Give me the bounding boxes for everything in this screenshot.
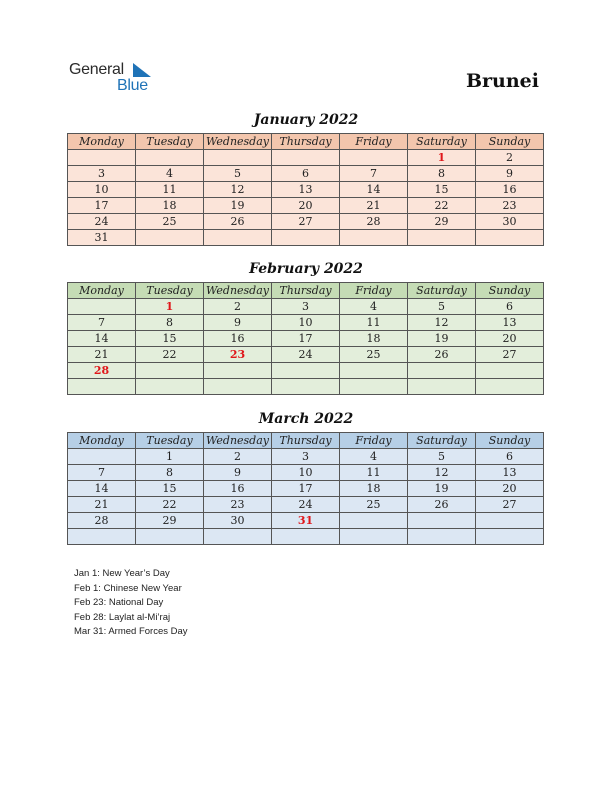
day-cell: 25 xyxy=(340,497,408,513)
day-cell: 27 xyxy=(272,214,340,230)
day-cell: 12 xyxy=(408,315,476,331)
day-cell: 6 xyxy=(272,166,340,182)
day-cell: 8 xyxy=(136,465,204,481)
day-cell: 19 xyxy=(204,198,272,214)
day-cell: 31 xyxy=(272,513,340,529)
day-cell: 21 xyxy=(340,198,408,214)
empty-day-cell xyxy=(136,379,204,395)
day-cell: 28 xyxy=(68,363,136,379)
empty-day-cell xyxy=(476,363,544,379)
week-row xyxy=(68,497,544,513)
weekday-header-sunday: Sunday xyxy=(476,134,544,150)
day-cell: 11 xyxy=(340,315,408,331)
day-cell: 9 xyxy=(476,166,544,182)
empty-day-cell xyxy=(272,150,340,166)
day-cell: 8 xyxy=(136,315,204,331)
day-cell: 21 xyxy=(68,497,136,513)
logo-text-general: General xyxy=(69,61,124,78)
day-cell: 24 xyxy=(272,347,340,363)
week-row xyxy=(68,315,544,331)
day-cell: 9 xyxy=(204,465,272,481)
empty-day-cell xyxy=(408,363,476,379)
day-cell: 17 xyxy=(68,198,136,214)
empty-day-cell xyxy=(272,230,340,246)
empty-day-cell xyxy=(408,379,476,395)
week-row xyxy=(68,379,544,395)
weekday-header-saturday: Saturday xyxy=(408,283,476,299)
weekday-header-thursday: Thursday xyxy=(272,283,340,299)
day-cell: 4 xyxy=(136,166,204,182)
weekday-header-saturday: Saturday xyxy=(408,433,476,449)
week-row xyxy=(68,465,544,481)
week-row xyxy=(68,449,544,465)
week-row xyxy=(68,513,544,529)
week-row xyxy=(68,198,544,214)
month-title-january: January 2022 xyxy=(253,112,359,128)
day-cell: 15 xyxy=(136,331,204,347)
empty-day-cell xyxy=(204,379,272,395)
day-cell: 27 xyxy=(476,497,544,513)
day-cell: 19 xyxy=(408,481,476,497)
day-cell: 7 xyxy=(68,315,136,331)
weekday-header-friday: Friday xyxy=(340,134,408,150)
day-cell: 1 xyxy=(136,449,204,465)
day-cell: 10 xyxy=(272,315,340,331)
day-cell: 14 xyxy=(68,481,136,497)
empty-day-cell xyxy=(68,150,136,166)
day-cell: 6 xyxy=(476,449,544,465)
day-cell: 18 xyxy=(136,198,204,214)
empty-day-cell xyxy=(204,150,272,166)
day-cell: 17 xyxy=(272,481,340,497)
empty-day-cell xyxy=(408,230,476,246)
day-cell: 2 xyxy=(204,299,272,315)
day-cell: 10 xyxy=(68,182,136,198)
empty-day-cell xyxy=(136,529,204,545)
day-cell: 16 xyxy=(476,182,544,198)
empty-day-cell xyxy=(476,230,544,246)
day-cell: 4 xyxy=(340,449,408,465)
weekday-header-tuesday: Tuesday xyxy=(136,283,204,299)
empty-day-cell xyxy=(340,379,408,395)
weekday-header-tuesday: Tuesday xyxy=(136,134,204,150)
week-row xyxy=(68,230,544,246)
empty-day-cell xyxy=(408,513,476,529)
day-cell: 27 xyxy=(476,347,544,363)
day-cell: 5 xyxy=(408,299,476,315)
day-cell: 26 xyxy=(408,497,476,513)
day-cell: 29 xyxy=(136,513,204,529)
day-cell: 8 xyxy=(408,166,476,182)
calendar-february xyxy=(67,282,544,395)
day-cell: 5 xyxy=(204,166,272,182)
week-row xyxy=(68,331,544,347)
day-cell: 20 xyxy=(476,481,544,497)
day-cell: 19 xyxy=(408,331,476,347)
weekday-header-wednesday: Wednesday xyxy=(204,134,272,150)
empty-day-cell xyxy=(68,299,136,315)
day-cell: 16 xyxy=(204,481,272,497)
empty-day-cell xyxy=(68,449,136,465)
day-cell: 31 xyxy=(68,230,136,246)
weekday-header-sunday: Sunday xyxy=(476,283,544,299)
day-cell: 13 xyxy=(476,465,544,481)
week-row xyxy=(68,363,544,379)
day-cell: 14 xyxy=(68,331,136,347)
day-cell: 24 xyxy=(68,214,136,230)
day-cell: 3 xyxy=(68,166,136,182)
day-cell: 5 xyxy=(408,449,476,465)
empty-day-cell xyxy=(476,379,544,395)
day-cell: 14 xyxy=(340,182,408,198)
weekday-header-tuesday: Tuesday xyxy=(136,433,204,449)
day-cell: 25 xyxy=(136,214,204,230)
week-row xyxy=(68,347,544,363)
empty-day-cell xyxy=(476,513,544,529)
day-cell: 4 xyxy=(340,299,408,315)
day-cell: 30 xyxy=(476,214,544,230)
day-cell: 15 xyxy=(408,182,476,198)
holiday-item: Feb 1: Chinese New Year xyxy=(74,582,182,594)
day-cell: 2 xyxy=(204,449,272,465)
day-cell: 3 xyxy=(272,299,340,315)
calendar-january xyxy=(67,133,544,246)
weekday-header-row xyxy=(68,283,544,299)
day-cell: 12 xyxy=(408,465,476,481)
day-cell: 22 xyxy=(408,198,476,214)
empty-day-cell xyxy=(136,363,204,379)
day-cell: 7 xyxy=(340,166,408,182)
country-name: Brunei xyxy=(465,70,539,92)
day-cell: 9 xyxy=(204,315,272,331)
empty-day-cell xyxy=(272,363,340,379)
weekday-header-monday: Monday xyxy=(68,433,136,449)
day-cell: 30 xyxy=(204,513,272,529)
logo-flag-icon xyxy=(133,63,153,77)
day-cell: 11 xyxy=(340,465,408,481)
day-cell: 7 xyxy=(68,465,136,481)
day-cell: 28 xyxy=(340,214,408,230)
weekday-header-monday: Monday xyxy=(68,283,136,299)
empty-day-cell xyxy=(476,529,544,545)
empty-day-cell xyxy=(272,529,340,545)
day-cell: 28 xyxy=(68,513,136,529)
day-cell: 21 xyxy=(68,347,136,363)
day-cell: 29 xyxy=(408,214,476,230)
holiday-list xyxy=(74,567,188,640)
day-cell: 18 xyxy=(340,331,408,347)
week-row xyxy=(68,529,544,545)
empty-day-cell xyxy=(340,150,408,166)
day-cell: 1 xyxy=(136,299,204,315)
day-cell: 16 xyxy=(204,331,272,347)
weekday-header-row xyxy=(68,433,544,449)
holiday-item: Mar 31: Armed Forces Day xyxy=(74,626,188,637)
empty-day-cell xyxy=(340,513,408,529)
calendar-march xyxy=(67,432,544,545)
logo-text-blue: Blue xyxy=(117,77,148,94)
week-row xyxy=(68,166,544,182)
day-cell: 23 xyxy=(476,198,544,214)
day-cell: 15 xyxy=(136,481,204,497)
empty-day-cell xyxy=(272,379,340,395)
weekday-header-wednesday: Wednesday xyxy=(204,433,272,449)
empty-day-cell xyxy=(340,363,408,379)
weekday-header-thursday: Thursday xyxy=(272,433,340,449)
day-cell: 12 xyxy=(204,182,272,198)
empty-day-cell xyxy=(204,230,272,246)
day-cell: 3 xyxy=(272,449,340,465)
day-cell: 11 xyxy=(136,182,204,198)
empty-day-cell xyxy=(68,379,136,395)
weekday-header-thursday: Thursday xyxy=(272,134,340,150)
week-row xyxy=(68,481,544,497)
weekday-header-friday: Friday xyxy=(340,283,408,299)
day-cell: 23 xyxy=(204,497,272,513)
empty-day-cell xyxy=(340,230,408,246)
day-cell: 23 xyxy=(204,347,272,363)
month-title-march: March 2022 xyxy=(258,411,354,427)
day-cell: 17 xyxy=(272,331,340,347)
day-cell: 1 xyxy=(408,150,476,166)
weekday-header-sunday: Sunday xyxy=(476,433,544,449)
holiday-item: Jan 1: New Year’s Day xyxy=(74,568,170,579)
weekday-header-monday: Monday xyxy=(68,134,136,150)
day-cell: 13 xyxy=(272,182,340,198)
day-cell: 22 xyxy=(136,497,204,513)
weekday-header-row xyxy=(68,134,544,150)
day-cell: 26 xyxy=(408,347,476,363)
empty-day-cell xyxy=(204,363,272,379)
weekday-header-saturday: Saturday xyxy=(408,134,476,150)
day-cell: 10 xyxy=(272,465,340,481)
month-title-february: February 2022 xyxy=(249,261,363,277)
empty-day-cell xyxy=(136,230,204,246)
day-cell: 18 xyxy=(340,481,408,497)
day-cell: 24 xyxy=(272,497,340,513)
holiday-item: Feb 23: National Day xyxy=(74,597,164,608)
day-cell: 6 xyxy=(476,299,544,315)
day-cell: 20 xyxy=(476,331,544,347)
empty-day-cell xyxy=(136,150,204,166)
empty-day-cell xyxy=(408,529,476,545)
logo xyxy=(69,60,169,96)
day-cell: 26 xyxy=(204,214,272,230)
empty-day-cell xyxy=(68,529,136,545)
day-cell: 2 xyxy=(476,150,544,166)
week-row xyxy=(68,214,544,230)
holiday-item: Feb 28: Laylat al-Mi’raj xyxy=(74,611,171,623)
day-cell: 25 xyxy=(340,347,408,363)
week-row xyxy=(68,299,544,315)
day-cell: 13 xyxy=(476,315,544,331)
day-cell: 22 xyxy=(136,347,204,363)
empty-day-cell xyxy=(204,529,272,545)
week-row xyxy=(68,182,544,198)
day-cell: 20 xyxy=(272,198,340,214)
weekday-header-friday: Friday xyxy=(340,433,408,449)
week-row xyxy=(68,150,544,166)
empty-day-cell xyxy=(340,529,408,545)
weekday-header-wednesday: Wednesday xyxy=(204,283,272,299)
